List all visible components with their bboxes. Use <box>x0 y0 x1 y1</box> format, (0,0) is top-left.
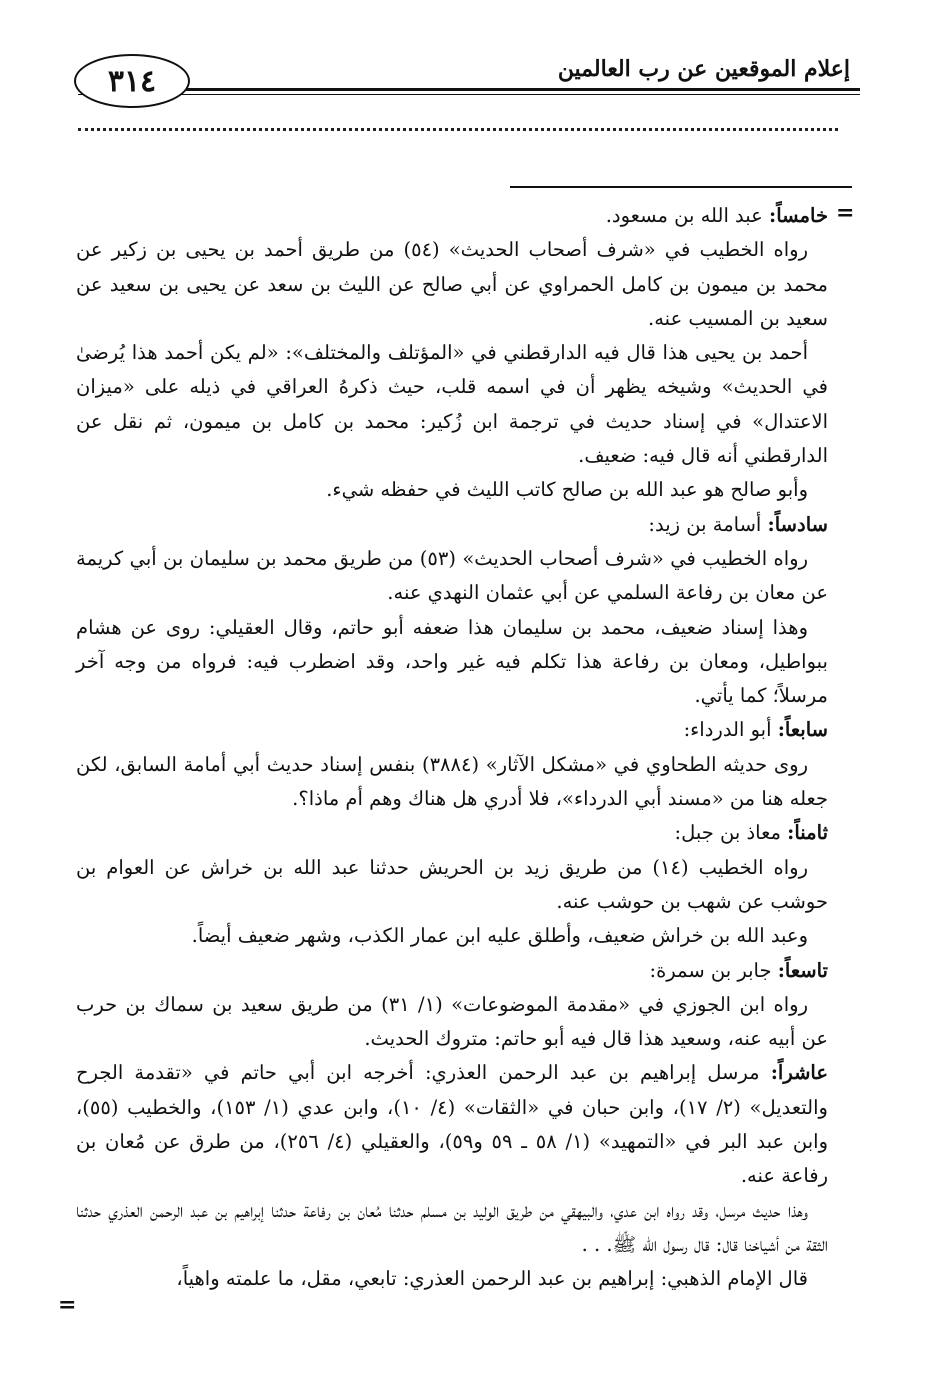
footnote-text <box>76 199 828 1297</box>
paragraph <box>76 816 828 850</box>
paragraph-text: أبو الدرداء: <box>683 718 778 742</box>
paragraph-text: معاذ بن جبل: <box>674 821 788 845</box>
paragraph <box>76 713 828 747</box>
paragraph-text: رواه الخطيب في «شرف أصحاب الحديث» (٥٣) من طريق محمد بن سليمان بن أبي كريمة عن معان بن رفاعة السلمي عن أبي عثمان النهدي عنه. <box>76 546 828 605</box>
paragraph <box>76 233 828 336</box>
paragraph-text: رواه الخطيب (١٤) من طريق زيد بن الحريش حدثنا عبد الله بن خراش عن العوام بن حوشب عن شهب بن حوشب عنه. <box>76 855 828 913</box>
section-heading: خامساً: <box>769 204 828 227</box>
section-heading: عاشراً: <box>770 1061 828 1085</box>
paragraph <box>76 748 828 817</box>
paragraph-text: روى حديثه الطحاوي في «مشكل الآثار» (٣٨٨٤) بنفس إسناد حديث أبي أمامة السابق، لكن جعله هنا من «مسند أبي الدرداء»، فلا أدري هل هناك وهم أم ماذا؟. <box>76 752 828 811</box>
paragraph-text: رواه الخطيب في «شرف أصحاب الحديث» (٥٤) من طريق أحمد بن يحيى بن زكير عن محمد بن ميمون بن كامل الحمراوي عن أبي صالح عن الليث بن سعد عن يحيى بن سعيد عن سعيد بن المسيب عنه. <box>76 238 828 330</box>
paragraph-text: وهذا حديث مرسل، وقد رواه ابن عدي، والبيهقي من طريق الوليد بن مسلم حدثنا مُعان بن رفاعة حدثنا إبراهيم بن عبد الرحمن العذري حدثنا الثقة من أشياخنا قال: قال رسول الله ﷺ. . . <box>76 1198 828 1256</box>
paragraph <box>76 542 828 611</box>
footnote-rule <box>510 186 852 188</box>
page-number: ٣١٤ <box>74 54 190 108</box>
paragraph <box>76 988 828 1057</box>
paragraph <box>76 919 828 953</box>
paragraph <box>76 473 828 507</box>
paragraph <box>76 1194 828 1263</box>
section-heading: ثامناً: <box>787 821 828 845</box>
section-heading: تاسعاً: <box>777 958 828 982</box>
paragraph-text: مرسل إبراهيم بن عبد الرحمن العذري: أخرجه ابن أبي حاتم في «تقدمة الجرح والتعديل» (٢/ ١٧)، وابن حبان في «الثقات» (٤/ ١٠)، وابن عدي (١/ ١٥٣)، والخطيب (٥٥)، وابن عبد البر في «التمهيد» (١/ ٥٨ ـ ٥٩ و٥٩)، والعقيلي (٤/ ٢٥٦)، من طرق عن مُعان بن رفاعة عنه. <box>76 1061 828 1188</box>
book-title: إعلام الموقعين عن رب العالمين <box>557 56 850 82</box>
paragraph-text: وأبو صالح هو عبد الله بن صالح كاتب الليث في حفظه شيء. <box>326 478 808 502</box>
section-heading: سادساً: <box>767 512 828 536</box>
paragraph <box>76 954 828 988</box>
paragraph-text: عبد الله بن مسعود. <box>605 204 770 227</box>
paragraph <box>76 336 828 473</box>
paragraph <box>76 199 828 233</box>
paragraph <box>76 1262 828 1296</box>
paragraph-text: وهذا إسناد ضعيف، محمد بن سليمان هذا ضعفه أبو حاتم، وقال العقيلي: روى عن هشام ببواطيل، ومعان بن رفاعة هذا تكلم فيه غير واحد، وقد اضطرب فيه: فرواه من وجه آخر مرسلاً؛ كما يأتي. <box>76 615 828 708</box>
header-rule <box>78 88 860 91</box>
paragraph-text: رواه ابن الجوزي في «مقدمة الموضوعات» (١/ ٣١) من طريق سعيد بن سماك بن حرب عن أبيه عنه، وسعيد هذا قال فيه أبو حاتم: متروك الحديث. <box>76 992 828 1051</box>
paragraph <box>76 1056 828 1193</box>
paragraph-text: أحمد بن يحيى هذا قال فيه الدارقطني في «المؤتلف والمختلف»: «لم يكن أحمد هذا يُرضىٰ في الحديث» وشيخه يظهر أن في اسمه قلب، حيث ذكرهُ العراقي في ذيله على «ميزان الاعتدال» في إسناد حديث في ترجمة ابن زُكير: محمد بن كامل بن ميمون، ثم نقل عن الدارقطني أنه قال فيه: ضعيف. <box>76 341 828 468</box>
header-rule-thin <box>78 94 860 95</box>
continuation-mark-bottom: = <box>58 1292 77 1318</box>
continuation-mark-top: = <box>836 200 855 226</box>
paragraph <box>76 611 828 714</box>
page-header <box>70 44 860 104</box>
paragraph <box>76 508 828 542</box>
section-heading: سابعاً: <box>777 718 828 742</box>
paragraph-text: جابر بن سمرة: <box>649 958 778 982</box>
paragraph-text: وعبد الله بن خراش ضعيف، وأطلق عليه ابن عمار الكذب، وشهر ضعيف أيضاً. <box>191 924 808 948</box>
paragraph-text: أسامة بن زيد: <box>648 512 768 536</box>
dotted-separator <box>78 128 838 131</box>
paragraph <box>76 851 828 920</box>
paragraph-text: قال الإمام الذهبي: إبراهيم بن عبد الرحمن العذري: تابعي، مقل، ما علمته واهياً، <box>176 1267 808 1291</box>
